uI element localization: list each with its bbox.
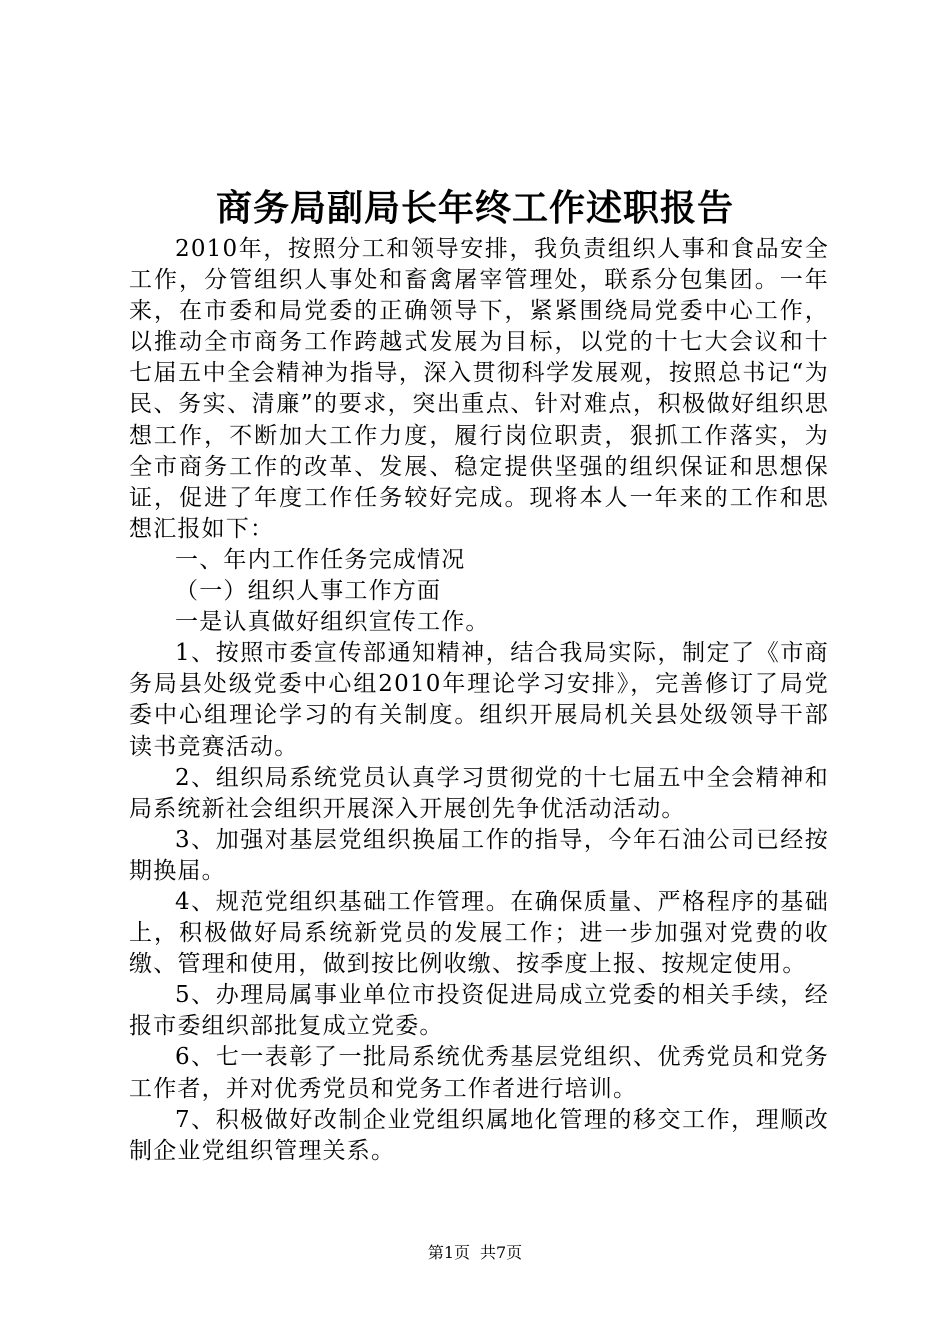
document-body bbox=[129, 234, 829, 1167]
subsection-heading: （一）组织人事工作方面 bbox=[175, 578, 442, 605]
list-item: 7、积极做好改制企业党组织属地化管理的移交工作，理顺改制企业党组织管理关系。 bbox=[129, 1106, 829, 1164]
page-count: 共7页 bbox=[480, 1243, 523, 1262]
document-title: 商务局副局长年终工作述职报告 bbox=[215, 187, 734, 229]
paragraph-intro: 2010年，按照分工和领导安排，我负责组织人事和食品安全工作，分管组织人事处和畜禽屠宰管理处，联系分包集团。一年来，在市委和局党委的正确领导下，紧紧围绕局党委中心工作，以推动全市商务工作跨越式发展为目标，以党的十七大会议和十七届五中全会精神为指导，深入贯彻科学发展观，按照总书记“为民、务实、清廉”的要求，突出重点、针对难点，积极做好组织思想工作，不断加大工作力度，履行岗位职责，狠抓工作落实，为全市商务工作的改革、发展、稳定提供坚强的组织保证和思想保证，促进了年度工作任务较好完成。现将本人一年来的工作和思想汇报如下： bbox=[129, 236, 829, 542]
list-item: 3、加强对基层党组织换届工作的指导，今年石油公司已经按期换届。 bbox=[129, 826, 829, 884]
list-item: 2、组织局系统党员认真学习贯彻党的十七届五中全会精神和局系统新社会组织开展深入开展创先争优活动活动。 bbox=[129, 764, 829, 822]
list-item: 4、规范党组织基础工作管理。在确保质量、严格程序的基础上，积极做好局系统新党员的发展工作；进一步加强对党费的收缴、管理和使用，做到按比例收缴、按季度上报、按规定使用。 bbox=[129, 888, 829, 978]
list-item: 6、七一表彰了一批局系统优秀基层党组织、优秀党员和党务工作者，并对优秀党员和党务工作者进行培训。 bbox=[129, 1044, 829, 1102]
page-footer bbox=[0, 1242, 950, 1264]
list-item: 1、按照市委宣传部通知精神，结合我局实际，制定了《市商务局县处级党委中心组2010年理论学习安排》，完善修订了局党委中心组理论学习的有关制度。组织开展局机关县处级领导干部读书竞赛活动。 bbox=[129, 640, 829, 760]
point-heading: 一是认真做好组织宣传工作。 bbox=[175, 609, 490, 636]
page-number: 第1页 bbox=[427, 1243, 470, 1262]
section-heading: 一、年内工作任务完成情况 bbox=[175, 546, 466, 573]
list-item: 5、办理局属事业单位市投资促进局成立党委的相关手续，经报市委组织部批复成立党委。 bbox=[129, 982, 829, 1040]
